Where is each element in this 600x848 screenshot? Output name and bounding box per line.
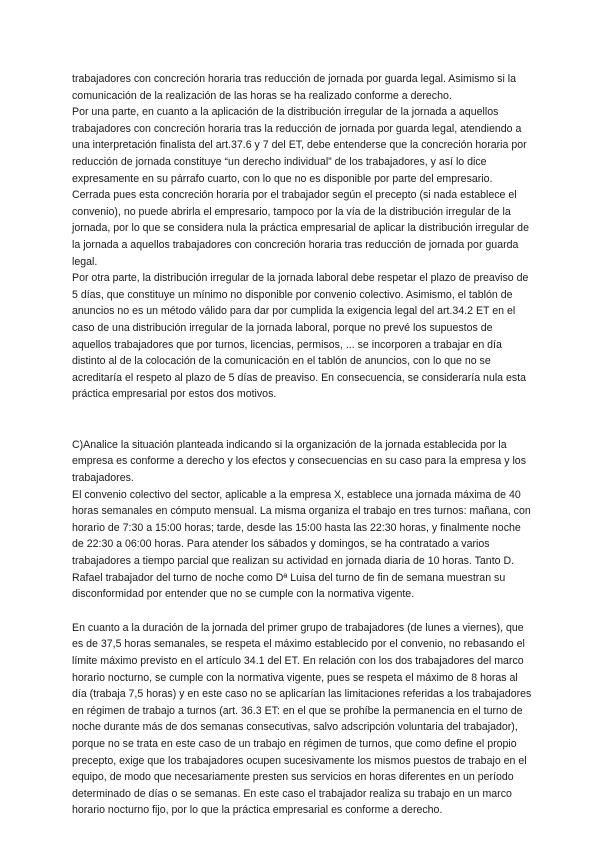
section-spacer <box>72 403 532 437</box>
question-heading: C)Analice la situación planteada indicando si la organización de la jornada establecida por la empresa es conforme a derecho y los efectos y consecuencias en su caso para la empresa y los trabajadores. <box>72 438 527 485</box>
paragraph: Por una parte, en cuanto a la aplicación de la distribución irregular de la jornada a aquellos trabajadores con concreción horaria tras la reducción de jornada por guarda legal, atendiendo a una interpretación finalista del art.37.6 y 7 del ET, debe entenderse que la concreción horaria por reducción de jornada constituye “un derecho individual” de los trabajadores, y así lo dice expresamente en su párrafo cuarto, con lo que no es disponible por parte del empresario. Cerrada pues esta concreción horaria por el trabajador según el precepto (si nada establece el convenio), no puede abrirla el empresario, tampoco por la vía de la distribución irregular de la jornada, por lo que se considera nula la práctica empresarial de aplicar la distribución irregular de la jornada a aquellos trabajadores con concreción horaria tras reducción de jornada por guarda legal. <box>72 106 529 268</box>
paragraph-spacer <box>72 603 532 620</box>
paragraph: En cuanto a la duración de la jornada del primer grupo de trabajadores (de lunes a viernes), que es de 37,5 horas semanales, se respeta el máximo establecido por el convenio, no rebasando el límite máximo previsto en el artículo 34.1 del ET. En relación con los dos trabajadores del marco horario nocturno, se cumple con la normativa vigente, pues se respeta el máximo de 8 horas al día (trabaja 7,5 horas) y en este caso no se aplicarían las limitaciones referidas a los trabajadores en régimen de trabajo a turnos (art. 36.3 ET: en el que se prohíbe la permanencia en el turno de noche durante más de dos semanas consecutivas, salvo adscripción voluntaria del trabajador), porque no se trata en este caso de un trabajo en régimen de turnos, que como define el propio precepto, exige que los trabajadores ocupen sucesivamente los mismos puestos de trabajo en el equipo, de modo que necesariamente presten sus servicios en horas diferentes en un período determinado de días o se semanas. En este caso el trabajador realiza su trabajo en un marco horario nocturno fijo, por lo que la práctica empresarial es conforme a derecho. <box>72 621 532 817</box>
paragraph: Por otra parte, la distribución irregular de la jornada laboral debe respetar el plazo de preaviso de 5 días, que constituye un mínimo no disponible por convenio colectivo. Asimismo, el tablón de anuncios no es un método válido para dar por cumplida la exigencia legal del art.34.2 ET en el caso de una distribución irregular de la jornada laboral, porque no prevé los supuestos de aquellos trabajadores que por turnos, licencias, permisos, ... se incorporen a trabajar en día distinto al de la colocación de la comunicación en el tablón de anuncios, con lo que no se acreditaría el respeto al plazo de 5 días de preaviso. En consecuencia, se consideraría nula esta práctica empresarial por estos dos motivos. <box>72 272 529 401</box>
paragraph: trabajadores con concreción horaria tras reducción de jornada por guarda legal. Asimismo si la comunicación de la realización de las horas se ha realizado conforme a derecho. <box>72 73 517 102</box>
document-body <box>72 71 532 819</box>
paragraph: El convenio colectivo del sector, aplicable a la empresa X, establece una jornada máxima de 40 horas semanales en cómputo mensual. La misma organiza el trabajo en tres turnos: mañana, con horario de 7:30 a 15:00 horas; tarde, desde las 15:00 hasta las 22:30 horas, y finalmente noche de 22:30 a 06:00 horas. Para atender los sábados y domingos, se ha contratado a varios trabajadores a tiempo parcial que realizan su actividad en jornada diaria de 10 horas. Tanto D. Rafael trabajador del turno de noche como Dª Luisa del turno de fin de semana muestran su disconformidad por entender que no se cumple con la normativa vigente. <box>72 488 531 601</box>
